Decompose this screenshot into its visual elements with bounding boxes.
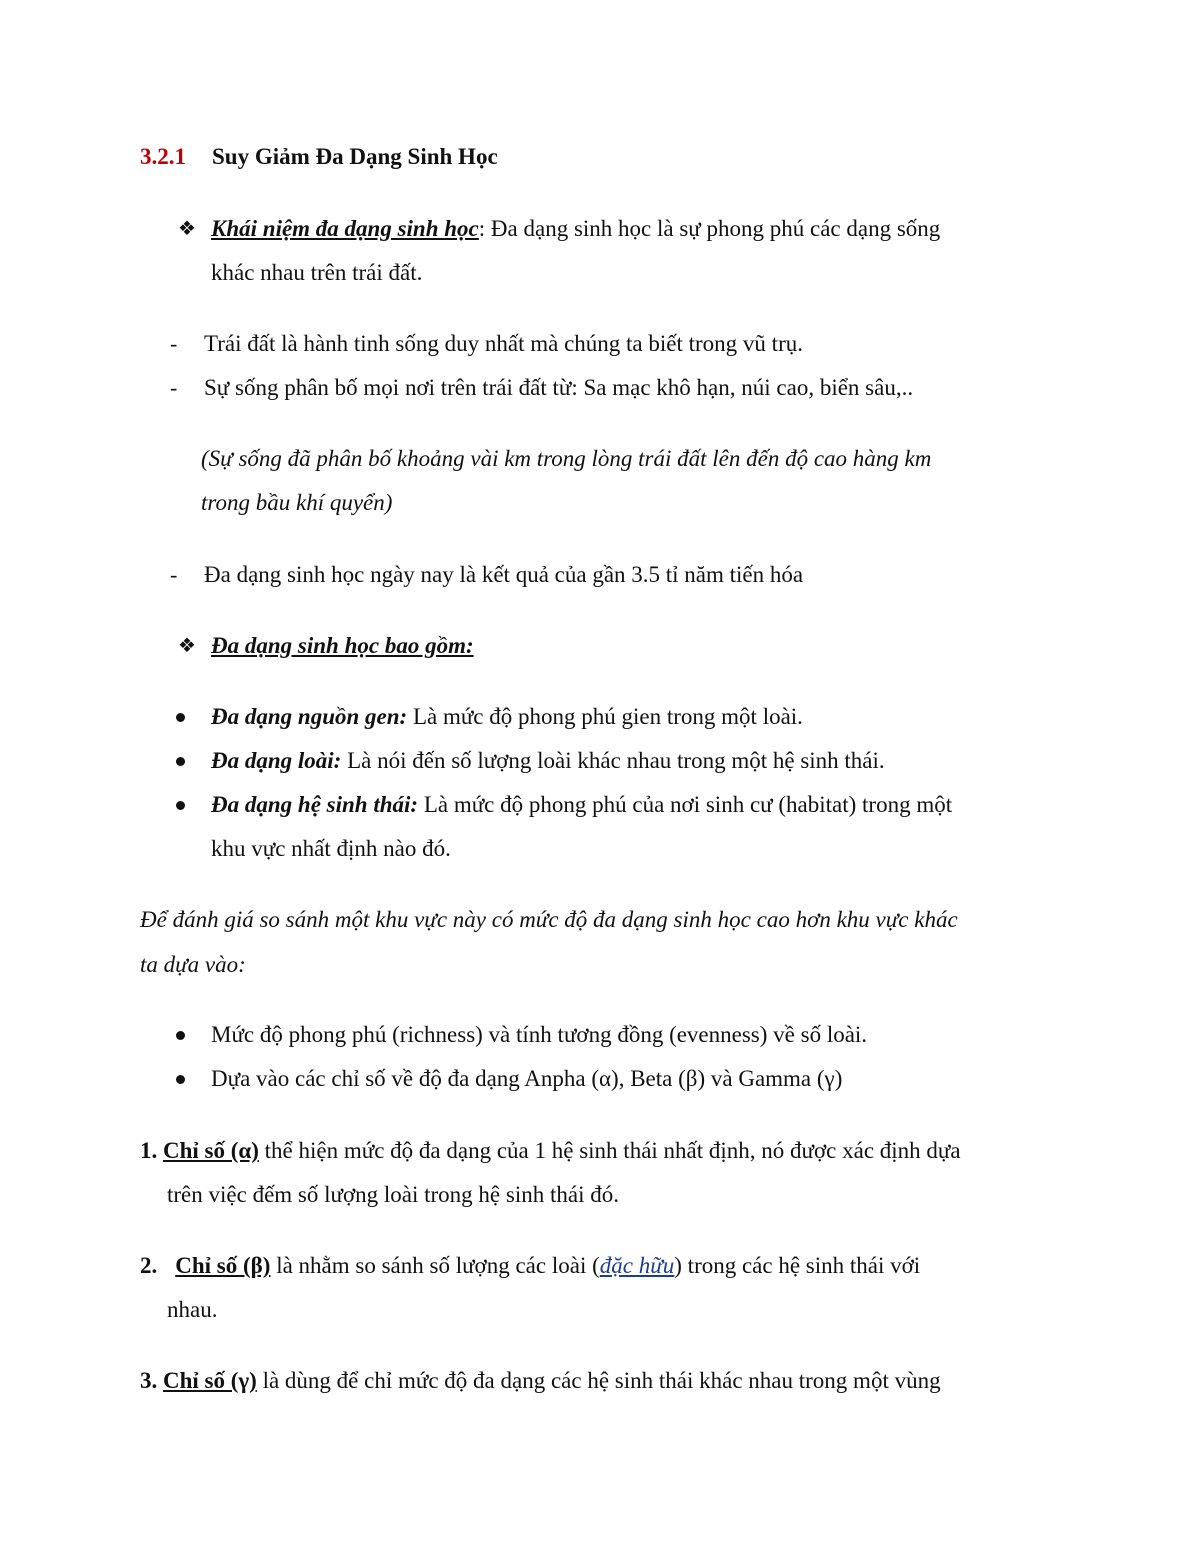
index-number: 2. bbox=[140, 1253, 158, 1278]
section-heading bbox=[140, 142, 498, 172]
endemic-link[interactable]: đặc hữu bbox=[599, 1253, 675, 1278]
diversity-item-3-line-2: khu vực nhất định nào đó. bbox=[211, 836, 451, 861]
italic-note-line-1: (Sự sống đã phân bố khoảng vài km trong lòng trái đất lên đến độ cao hàng km bbox=[201, 446, 932, 471]
dash-item-2: Sự sống phân bố mọi nơi trên trái đất từ: Sa mạc khô hạn, núi cao, biển sâu,.. bbox=[204, 375, 914, 400]
italic-note-line-2: trong bầu khí quyển) bbox=[201, 490, 393, 515]
section-number: 3.2.1 bbox=[140, 144, 186, 169]
dash-item-3: Đa dạng sinh học ngày nay là kết quả của gần 3.5 tỉ năm tiến hóa bbox=[204, 562, 804, 587]
index-item-2 bbox=[140, 1251, 920, 1281]
diversity-term: Đa dạng loài: bbox=[211, 748, 342, 773]
index-text-a: là nhằm so sánh số lượng các loài ( bbox=[270, 1253, 600, 1278]
index-term: Chỉ số (β) bbox=[175, 1253, 271, 1278]
section-title: Suy Giảm Đa Dạng Sinh Học bbox=[212, 144, 498, 169]
concept-term: Khái niệm đa dạng sinh học bbox=[211, 216, 479, 241]
bullet-dot-icon bbox=[176, 801, 185, 810]
diversity-text: Là mức độ phong phú gien trong một loài. bbox=[407, 704, 803, 729]
index-text-b: ) trong các hệ sinh thái với bbox=[674, 1253, 921, 1278]
index-item-1 bbox=[140, 1136, 961, 1166]
diversity-text: Là mức độ phong phú của nơi sinh cư (habitat) trong một bbox=[418, 792, 953, 817]
evaluation-item-2: Dựa vào các chỉ số về độ đa dạng Anpha (α), Beta (β) và Gamma (γ) bbox=[211, 1066, 843, 1091]
evaluation-line-2: ta dựa vào: bbox=[140, 952, 246, 977]
includes-title: Đa dạng sinh học bao gồm: bbox=[211, 633, 474, 658]
dash-bullet: - bbox=[170, 331, 178, 356]
index-item-2-line-2: nhau. bbox=[167, 1297, 218, 1322]
index-number: 3. bbox=[140, 1368, 158, 1393]
index-item-3 bbox=[140, 1366, 941, 1396]
diamond-bullet-icon: ❖ bbox=[178, 635, 196, 657]
index-number: 1. bbox=[140, 1138, 158, 1163]
bullet-dot-icon bbox=[176, 713, 185, 722]
diversity-item-1 bbox=[211, 702, 803, 732]
bullet-dot-icon bbox=[176, 1031, 185, 1040]
evaluation-item-1: Mức độ phong phú (richness) và tính tương đồng (evenness) về số loài. bbox=[211, 1022, 868, 1047]
concept-line-1 bbox=[211, 214, 940, 244]
index-term: Chỉ số (α) bbox=[163, 1138, 259, 1163]
dash-item-1: Trái đất là hành tinh sống duy nhất mà chúng ta biết trong vũ trụ. bbox=[204, 331, 803, 356]
index-text: là dùng để chỉ mức độ đa dạng các hệ sinh thái khác nhau trong một vùng bbox=[256, 1368, 941, 1393]
index-text: thể hiện mức độ đa dạng của 1 hệ sinh thái nhất định, nó được xác định dựa bbox=[258, 1138, 961, 1163]
concept-colon: : bbox=[478, 216, 486, 241]
dash-bullet: - bbox=[170, 375, 178, 400]
diversity-term: Đa dạng nguồn gen: bbox=[211, 704, 408, 729]
diversity-item-2 bbox=[211, 746, 885, 776]
concept-line-2: khác nhau trên trái đất. bbox=[211, 260, 423, 285]
bullet-dot-icon bbox=[176, 1075, 185, 1084]
diversity-term: Đa dạng hệ sinh thái: bbox=[211, 792, 419, 817]
index-term: Chỉ số (γ) bbox=[163, 1368, 257, 1393]
diversity-text: Là nói đến số lượng loài khác nhau trong một hệ sinh thái. bbox=[341, 748, 885, 773]
index-item-1-line-2: trên việc đếm số lượng loài trong hệ sinh thái đó. bbox=[167, 1182, 619, 1207]
concept-text: Đa dạng sinh học là sự phong phú các dạng sống bbox=[485, 216, 941, 241]
diversity-item-3 bbox=[211, 790, 952, 820]
bullet-dot-icon bbox=[176, 757, 185, 766]
diamond-bullet-icon: ❖ bbox=[178, 218, 196, 240]
dash-bullet: - bbox=[170, 562, 178, 587]
evaluation-line-1: Để đánh giá so sánh một khu vực này có mức độ đa dạng sinh học cao hơn khu vực khác bbox=[140, 907, 958, 932]
